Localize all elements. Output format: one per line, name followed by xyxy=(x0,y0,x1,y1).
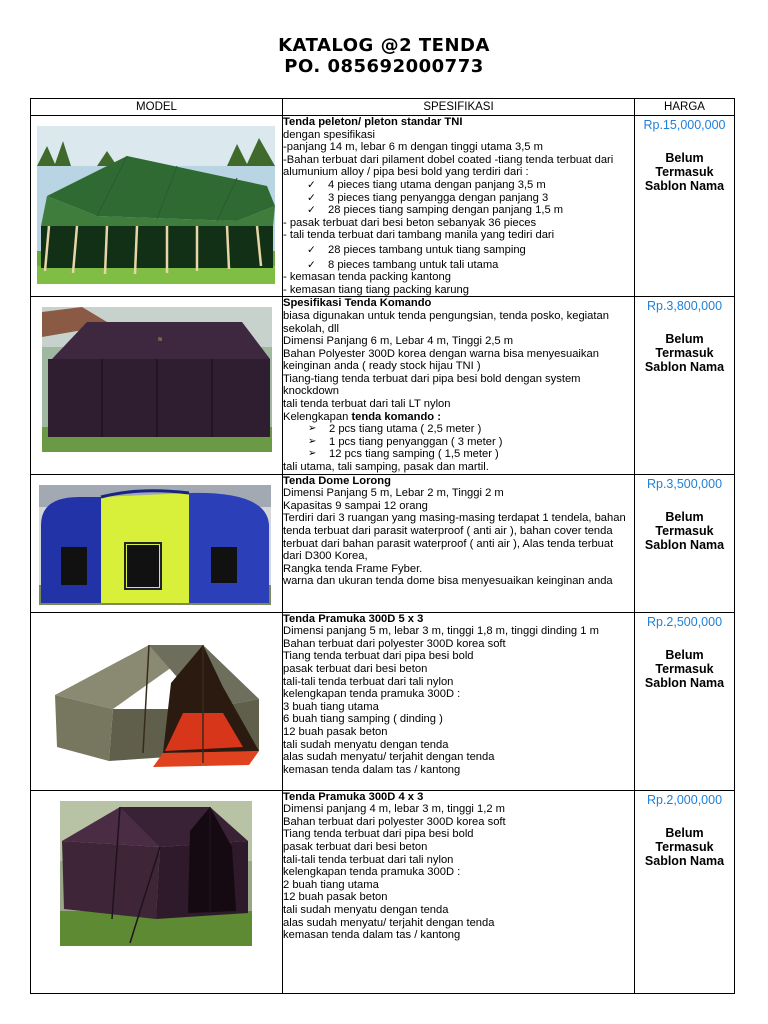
spec-line: Kapasitas 9 sampai 12 orang xyxy=(283,499,428,512)
spec-line: kemasan tenda dalam tas / kantong xyxy=(283,929,461,942)
arrow-bullet-icon: ➢ xyxy=(308,448,317,460)
table-row xyxy=(31,474,735,612)
spec-line: 2 buah tiang utama xyxy=(283,878,379,891)
spec-line: Bahan terbuat dari polyester 300D korea soft xyxy=(283,815,506,828)
list-item: ✓ 28 pieces tiang samping dengan panjang 1,5 m xyxy=(307,204,564,217)
spec-title: Tenda peleton/ pleton standar TNI xyxy=(283,116,463,128)
price-cell xyxy=(635,297,735,474)
spec-line: Dimensi panjang 5 m, lebar 3 m, tinggi 1,8 m, tinggi dinding 1 m xyxy=(283,625,599,638)
price-value: Rp.2,500,000 xyxy=(646,614,723,629)
price-cell xyxy=(635,612,735,790)
price-cell xyxy=(635,790,735,993)
tent-photo-pramuka-4x3 xyxy=(60,801,252,946)
spec-line: Tiang-tiang tenda terbuat dari pipa besi bold dengan system knockdown xyxy=(283,372,581,398)
spec-line: dengan spesifikasi xyxy=(283,128,376,141)
spec-line: tali utama, tali samping, pasak dan martil. xyxy=(283,461,489,474)
price-cell xyxy=(635,474,735,612)
spec-cell xyxy=(283,297,635,474)
list-item: ✓ 4 pieces tiang utama dengan panjang 3,5 m xyxy=(307,178,546,191)
spec-line: - tali tenda terbuat dari tambang manila yang tediri dari xyxy=(283,229,555,242)
col-price: HARGA xyxy=(635,99,735,116)
spec-line: tali-tali tenda terbuat dari tali nylon xyxy=(283,675,454,688)
spec-line: Terdiri dari 3 ruangan yang masing-masing terdapat 1 tendela, bahan tenda terbuat dari parasit waterproof ( anti air ), bahan cover tenda terbuat dari bahan parasit waterproof ( anti air ), Alas tenda terbuat dari D300 Korea, xyxy=(283,512,626,563)
price-note: Belum Termasuk Sablon Nama xyxy=(644,151,725,193)
spec-line: 12 buah pasak beton xyxy=(283,725,388,738)
arrow-bullet-icon: ➢ xyxy=(308,435,317,447)
spec-line: tali sudah menyatu dengan tenda xyxy=(283,903,449,916)
spec-line: alas sudah menyatu/ terjahit dengan tenda xyxy=(283,916,495,929)
model-cell xyxy=(31,116,283,297)
list-item: ✓ 8 pieces tambang untuk tali utama xyxy=(307,258,499,271)
tent-photo-dome xyxy=(39,485,271,605)
list-item: ➢ 2 pcs tiang utama ( 2,5 meter ) xyxy=(308,423,482,436)
spec-line: Tiang tenda terbuat dari pipa besi bold xyxy=(283,650,474,663)
spec-cell xyxy=(283,790,635,993)
spec-line: pasak terbuat dari besi beton xyxy=(283,663,428,675)
arrow-bullet-icon: ➢ xyxy=(308,423,317,435)
check-icon: ✓ xyxy=(307,204,316,217)
spec-line: Tiang tenda terbuat dari pipa besi bold xyxy=(283,828,474,841)
spec-line: 6 buah tiang samping ( dinding ) xyxy=(283,713,443,726)
spec-title: Tenda Dome Lorong xyxy=(283,474,391,487)
check-icon: ✓ xyxy=(307,258,316,271)
check-icon: ✓ xyxy=(307,178,316,191)
spec-line: alas sudah menyatu/ terjahit dengan tenda xyxy=(283,751,495,764)
price-note: Belum Termasuk Sablon Nama xyxy=(644,825,725,868)
price-note: Belum Termasuk Sablon Nama xyxy=(644,509,725,552)
spec-title: Tenda Pramuka 300D 5 x 3 xyxy=(283,612,424,625)
spec-line: warna dan ukuran tenda dome bisa menyesuaikan keinginan anda xyxy=(283,575,613,588)
spec-cell xyxy=(283,116,635,297)
spec-line: Rangka tenda Frame Fyber. xyxy=(283,562,423,575)
spec-line: Dimensi Panjang 6 m, Lebar 4 m, Tinggi 2,5 m xyxy=(283,335,514,348)
check-icon: ✓ xyxy=(307,243,316,256)
svg-text:≋: ≋ xyxy=(157,336,163,344)
list-item: ➢ 1 pcs tiang penyanggan ( 3 meter ) xyxy=(308,435,503,448)
model-cell xyxy=(31,612,283,790)
price-value: Rp.3,500,000 xyxy=(646,476,723,491)
table-row xyxy=(31,612,735,790)
list-item: ✓ 3 pieces tiang penyangga dengan panjang 3 xyxy=(307,191,549,204)
catalog-phone: PO. 085692000773 xyxy=(284,56,484,77)
price-note: Belum Termasuk Sablon Nama xyxy=(644,647,725,690)
spec-line: Kelengkapan tenda komando : xyxy=(283,410,441,423)
col-spec: SPESIFIKASI xyxy=(283,99,635,116)
table-header xyxy=(31,99,735,116)
model-cell xyxy=(31,297,283,474)
spec-line: 3 buah tiang utama xyxy=(283,700,379,713)
price-note: Belum Termasuk Sablon Nama xyxy=(644,332,725,375)
spec-line: tali tenda terbuat dari tali LT nylon xyxy=(283,398,451,411)
spec-line: - pasak terbuat dari besi beton sebanyak 36 pieces xyxy=(283,216,537,229)
spec-line: kemasan tenda dalam tas / kantong xyxy=(283,763,461,776)
spec-line: Dimensi panjang 4 m, lebar 3 m, tinggi 1,2 m xyxy=(283,803,505,816)
tent-photo-komando xyxy=(42,307,272,452)
price-value: Rp.3,800,000 xyxy=(646,299,723,314)
table-row xyxy=(31,790,735,993)
price-value: Rp.2,000,000 xyxy=(646,792,723,807)
catalog-table xyxy=(30,98,735,994)
spec-line: Dimensi Panjang 5 m, Lebar 2 m, Tinggi 2 m xyxy=(283,487,504,500)
check-icon: ✓ xyxy=(307,191,316,204)
spec-cell xyxy=(283,612,635,790)
spec-line: tali sudah menyatu dengan tenda xyxy=(283,738,449,751)
spec-line: kelengkapan tenda pramuka 300D : xyxy=(283,688,461,701)
spec-line: -Bahan terbuat dari pilament dobel coated -tiang tenda terbuat dari alumunium alloy / pipa besi bold yang terdiri dari : xyxy=(283,153,614,179)
spec-cell xyxy=(283,474,635,612)
spec-line: pasak terbuat dari besi beton xyxy=(283,841,428,853)
spec-line: 12 buah pasak beton xyxy=(283,891,388,904)
spec-line: kelengkapan tenda pramuka 300D : xyxy=(283,866,461,879)
spec-line: Bahan terbuat dari polyester 300D korea soft xyxy=(283,637,506,650)
price-cell xyxy=(635,116,735,297)
col-model: MODEL xyxy=(31,99,283,116)
list-item: ➢ 12 pcs tiang samping ( 1,5 meter ) xyxy=(308,448,499,461)
model-cell xyxy=(31,790,283,993)
model-cell xyxy=(31,474,283,612)
spec-line: - kemasan tenda packing kantong xyxy=(283,271,451,284)
spec-line: Bahan Polyester 300D korea dengan warna bisa menyesuaikan keinginan anda ( ready stock hijau TNI ) xyxy=(283,347,599,373)
spec-title: Spesifikasi Tenda Komando xyxy=(283,297,432,310)
table-row xyxy=(31,116,735,297)
spec-line: tali-tali tenda terbuat dari tali nylon xyxy=(283,853,454,866)
tent-photo-peleton xyxy=(37,126,275,284)
spec-title: Tenda Pramuka 300D 4 x 3 xyxy=(283,790,424,803)
catalog-title: KATALOG @2 TENDA xyxy=(278,35,490,56)
spec-line: - kemasan tiang tiang packing karung xyxy=(283,283,469,296)
table-row xyxy=(31,297,735,474)
spec-line: biasa digunakan untuk tenda pengungsian, tenda posko, kegiatan sekolah, dll xyxy=(283,309,609,335)
list-item: ✓ 28 pieces tambang untuk tiang samping xyxy=(307,243,526,256)
spec-line: -panjang 14 m, lebar 6 m dengan tinggi utama 3,5 m xyxy=(283,141,543,154)
tent-photo-pramuka-5x3 xyxy=(53,643,265,773)
price-value: Rp.15,000,000 xyxy=(643,118,726,132)
